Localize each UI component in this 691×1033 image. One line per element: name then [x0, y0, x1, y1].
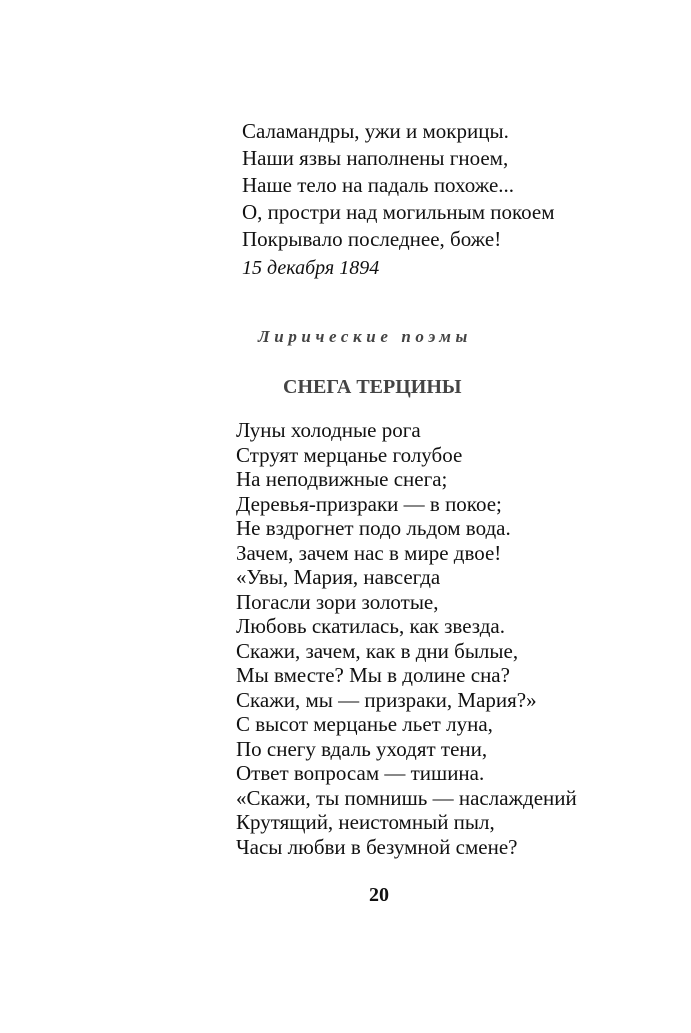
poem-line: Луны холодные рога	[236, 418, 421, 442]
poem-line: Деревья-призраки — в покое;	[236, 491, 502, 516]
poem-line: С высот мерцанье льет луна,	[236, 712, 493, 736]
poem-line: «Скажи, ты помнишь — наслаждений	[236, 785, 577, 810]
poem-line: Погасли зори золотые,	[236, 589, 439, 614]
poem-body	[236, 418, 577, 859]
poem-line: Крутящий, неистомный пыл,	[236, 810, 495, 834]
page-number: 20	[369, 884, 389, 906]
poem-line: На неподвижные снега;	[236, 467, 448, 491]
poem-line: Не вздрогнет подо льдом вода.	[236, 516, 511, 540]
poem-line: Скажи, мы — призраки, Мария?»	[236, 687, 537, 712]
poem-line: Саламандры, ужи и мокрицы.	[242, 119, 509, 143]
poem-line: Наше тело на падаль похоже...	[242, 173, 515, 197]
poem-line: По снегу вдаль уходят тени,	[236, 736, 488, 761]
poem-line: Любовь скатилась, как звезда.	[236, 614, 505, 638]
poem-line: Скажи, зачем, как в дни былые,	[236, 638, 519, 663]
poem-line: «Увы, Мария, навсегда	[236, 565, 441, 589]
poem-line: О, простри над могильным покоем	[242, 200, 555, 224]
poem-line: Покрывало последнее, боже!	[242, 227, 502, 251]
poem-date: 15 декабря 1894	[242, 257, 380, 279]
poem-line: Наши язвы наполнены гноем,	[242, 146, 509, 170]
poem-line: Зачем, зачем нас в мире двое!	[236, 540, 502, 565]
poem-title: СНЕГА ТЕРЦИНЫ	[283, 376, 462, 398]
poem-line: Ответ вопросам — тишина.	[236, 761, 485, 785]
section-title: Лирические поэмы	[258, 327, 472, 346]
poem-line: Мы вместе? Мы в долине сна?	[236, 663, 510, 687]
top-stanza	[242, 118, 555, 253]
poem-line: Струят мерцанье голубое	[236, 442, 463, 467]
poem-line: Часы любви в безумной смене?	[236, 834, 518, 859]
